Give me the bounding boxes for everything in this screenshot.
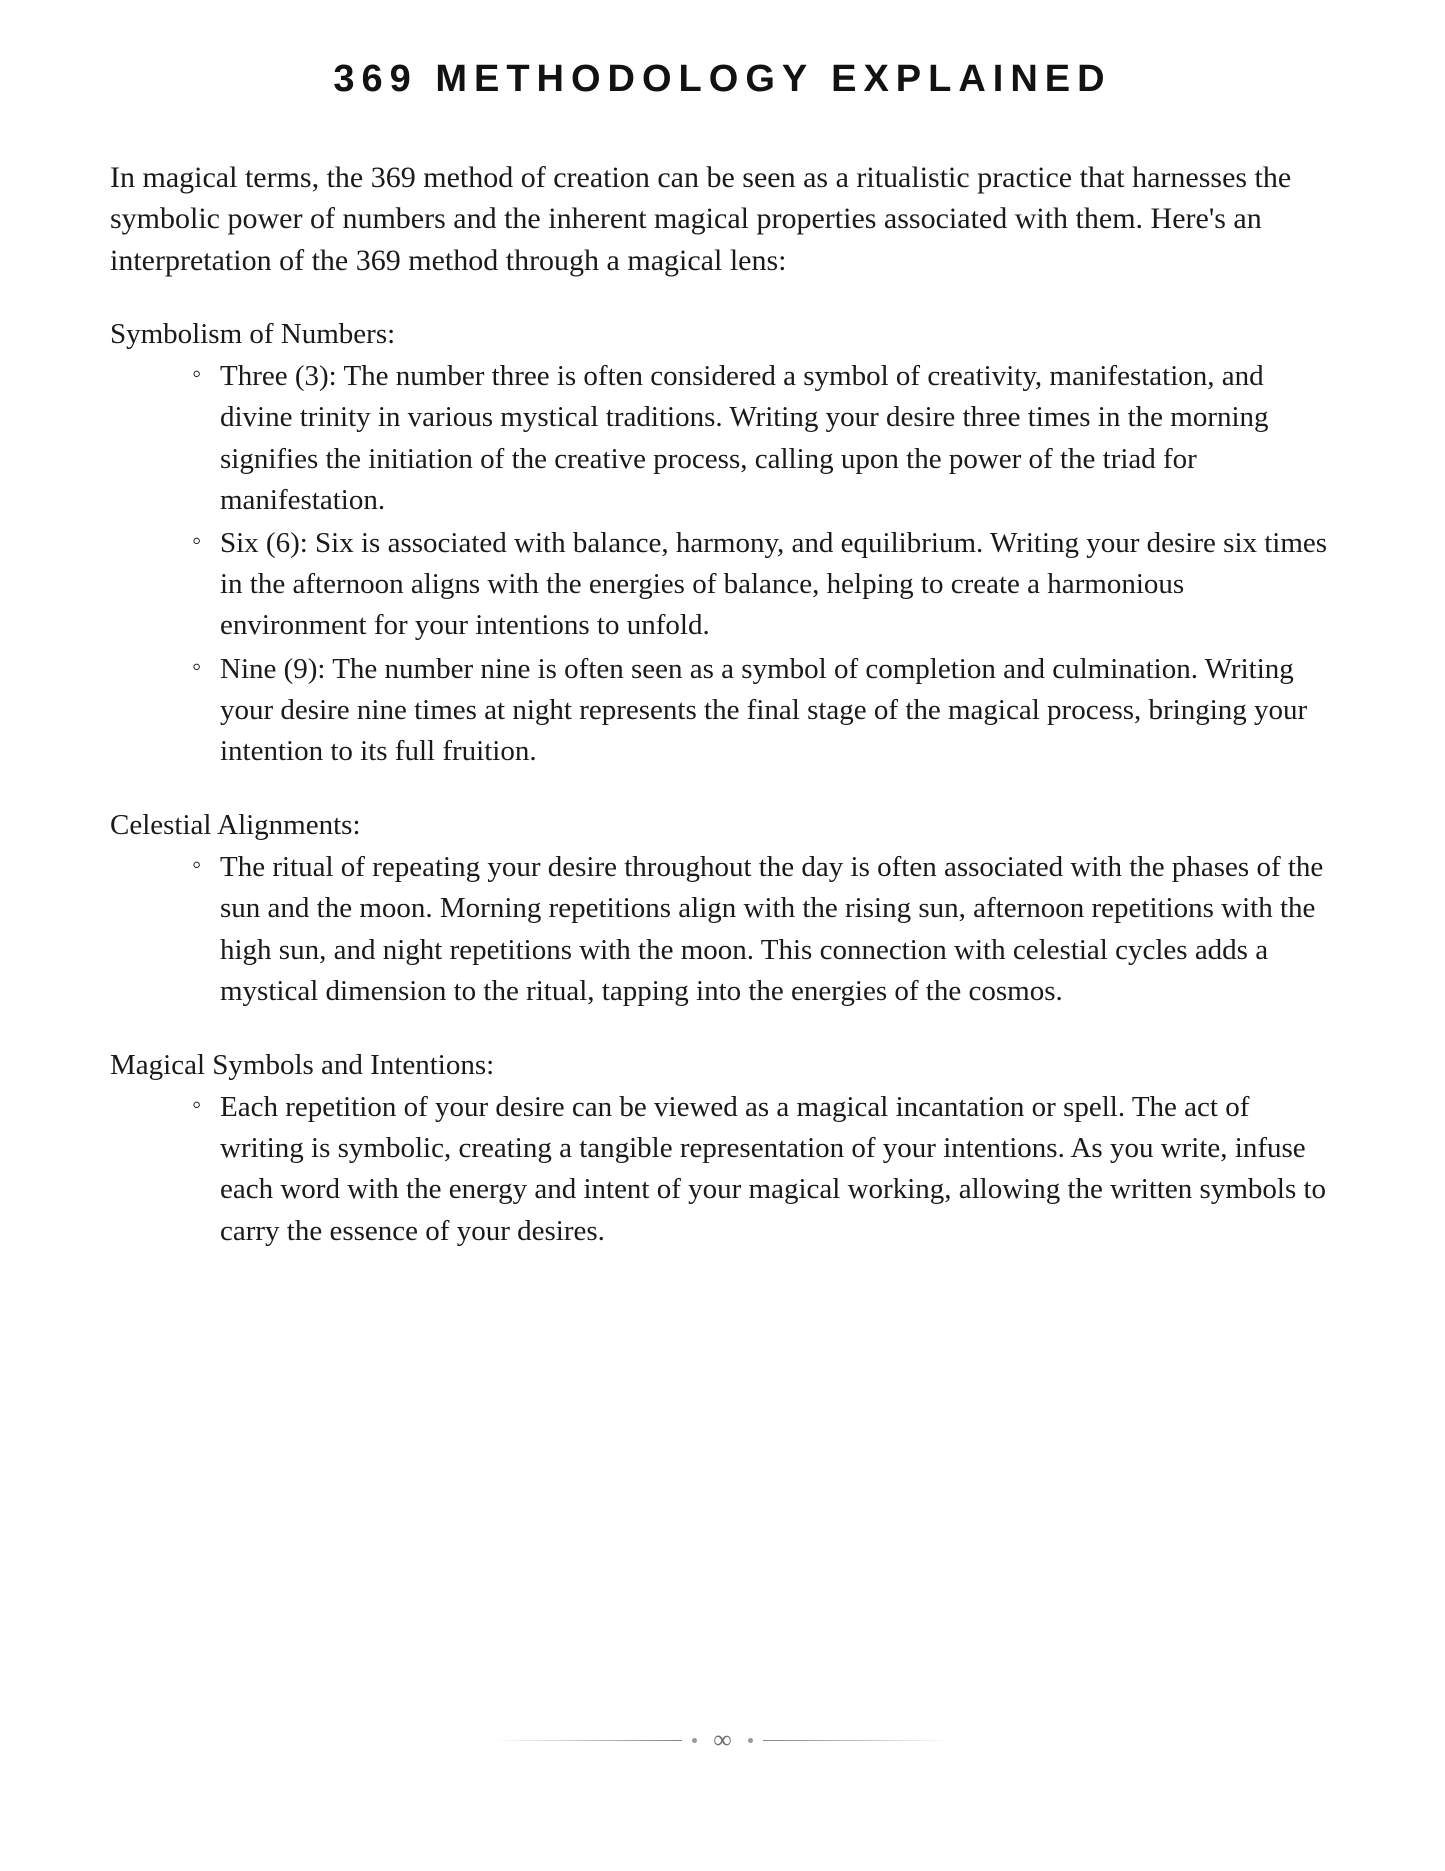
section-heading: Magical Symbols and Intentions: [110,1048,495,1081]
section-heading: Celestial Alignments: [110,809,361,842]
section-celestial-alignments [110,806,1337,1012]
divider-rule-right [763,1740,953,1741]
list-item: ◦ Each repetition of your desire can be viewed as a magical incantation or spell. The act of writing is symbolic, creating a tangible representation of your intentions. As you write, infuse each word with the energy and intent of your magical working, allowing the written symbols to carry the essence of your desires. [192,1087,1337,1252]
page-title: 369 METHODOLOGY EXPLAINED [333,58,1112,100]
section-symbolism-of-numbers [110,315,1337,772]
list-item: ◦ The ritual of repeating your desire throughout the day is often associated with the phases of the sun and the moon. Morning repetitions align with the rising sun, afternoon repetitions with the high sun, and night repetitions with the moon. This connection with celestial cycles adds a mystical dimension to the ritual, tapping into the energies of the cosmos. [192,847,1337,1012]
intro-paragraph: In magical terms, the 369 method of creation can be seen as a ritualistic practice that harnesses the symbolic power of numbers and the inherent magical properties associated with them. Here's an interpretation of the 369 method through a magical lens: [110,161,1292,277]
bullet-list [110,356,1337,772]
section-heading: Symbolism of Numbers: [110,318,396,351]
footer-divider [0,1727,1445,1753]
infinity-ornament-icon: ∞ [713,1725,732,1754]
list-item: ◦ Nine (9): The number nine is often seen as a symbol of completion and culmination. Writing your desire nine times at night represents the final stage of the magical process, bringing your intention to its full fruition. [192,649,1337,773]
divider-dot-left [692,1738,697,1743]
list-item: ◦ Six (6): Six is associated with balance, harmony, and equilibrium. Writing your desire six times in the afternoon aligns with the energies of balance, helping to create a harmonious environment for your intentions to unfold. [192,523,1337,647]
bullet-list [110,1087,1337,1252]
list-item: ◦ Three (3): The number three is often considered a symbol of creativity, manifestation, and divine trinity in various mystical traditions. Writing your desire three times in the morning signifies the initiation of the creative process, calling upon the power of the triad for manifestation. [192,356,1337,521]
divider-rule-left [492,1740,682,1741]
bullet-list [110,847,1337,1012]
section-magical-symbols-and-intentions [110,1046,1337,1252]
document-body [0,157,1445,1252]
divider-dot-right [748,1738,753,1743]
